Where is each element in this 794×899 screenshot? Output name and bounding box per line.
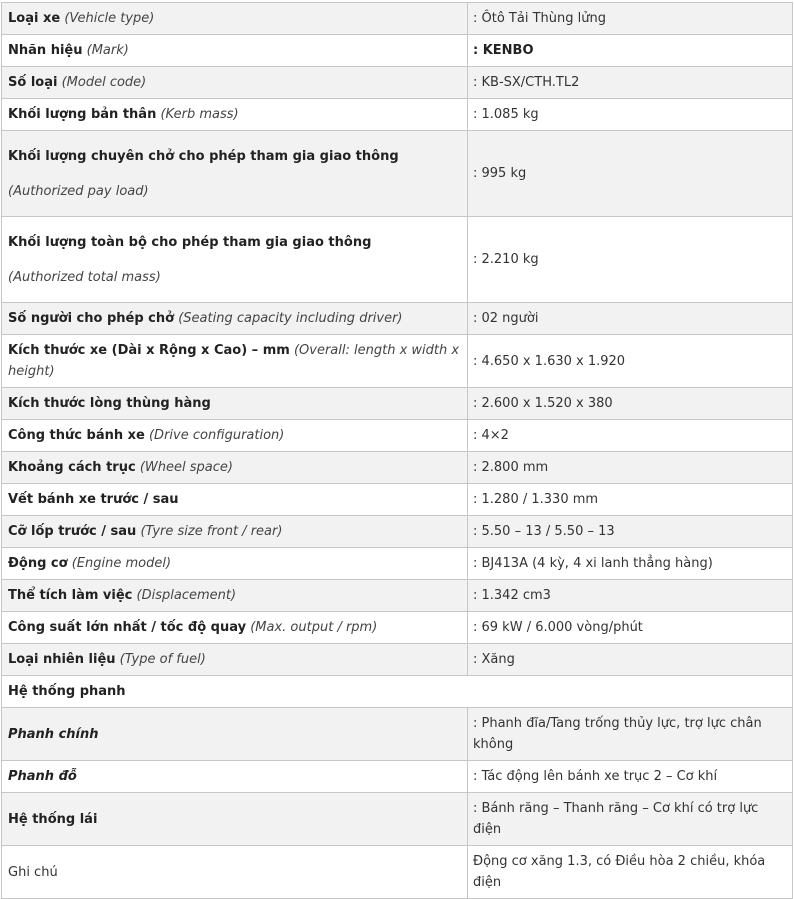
row-label: Khối lượng bản thân (Kerb mass) <box>2 99 468 131</box>
row-label: Phanh đỗ <box>2 761 468 793</box>
row-value: : 2.600 x 1.520 x 380 <box>468 388 793 420</box>
table-row <box>2 3 793 35</box>
row-label: Khoảng cách trục (Wheel space) <box>2 452 468 484</box>
row-value: : 69 kW / 6.000 vòng/phút <box>468 612 793 644</box>
table-row <box>2 67 793 99</box>
row-label: Kích thước xe (Dài x Rộng x Cao) – mm (Overall: length x width x height) <box>2 335 468 388</box>
row-value: : 995 kg <box>468 131 793 217</box>
row-label: Hệ thống lái <box>2 793 468 846</box>
table-row <box>2 303 793 335</box>
row-value: : Tác động lên bánh xe trục 2 – Cơ khí <box>468 761 793 793</box>
row-value: : 4×2 <box>468 420 793 452</box>
row-value: : Ôtô Tải Thùng lửng <box>468 3 793 35</box>
row-value: : 1.280 / 1.330 mm <box>468 484 793 516</box>
row-label: Động cơ (Engine model) <box>2 548 468 580</box>
section-heading: Hệ thống phanh <box>2 676 793 708</box>
row-value: : Bánh răng – Thanh răng – Cơ khí có trợ lực điện <box>468 793 793 846</box>
table-row <box>2 846 793 899</box>
section-row <box>2 676 793 708</box>
table-row <box>2 708 793 761</box>
row-value: : KB-SX/CTH.TL2 <box>468 67 793 99</box>
table-row <box>2 761 793 793</box>
row-value: : 1.085 kg <box>468 99 793 131</box>
row-value: : 2.800 mm <box>468 452 793 484</box>
row-label: Số người cho phép chở (Seating capacity including driver) <box>2 303 468 335</box>
row-label: Ghi chú <box>2 846 468 899</box>
table-row <box>2 452 793 484</box>
table-row <box>2 516 793 548</box>
table-row <box>2 99 793 131</box>
table-row <box>2 335 793 388</box>
row-label: Nhãn hiệu (Mark) <box>2 35 468 67</box>
table-row <box>2 793 793 846</box>
row-label: Cỡ lốp trước / sau (Tyre size front / rear) <box>2 516 468 548</box>
row-label: Khối lượng chuyên chở cho phép tham gia giao thông (Authorized pay load) <box>2 131 468 217</box>
row-label: Công thức bánh xe (Drive configuration) <box>2 420 468 452</box>
row-value: : 1.342 cm3 <box>468 580 793 612</box>
table-row <box>2 35 793 67</box>
row-label: Công suất lớn nhất / tốc độ quay (Max. output / rpm) <box>2 612 468 644</box>
table-row <box>2 580 793 612</box>
table-row <box>2 644 793 676</box>
table-row <box>2 388 793 420</box>
row-label: Phanh chính <box>2 708 468 761</box>
table-row <box>2 131 793 217</box>
row-label: Kích thước lòng thùng hàng <box>2 388 468 420</box>
row-value: : BJ413A (4 kỳ, 4 xi lanh thẳng hàng) <box>468 548 793 580</box>
row-label: Loại nhiên liệu (Type of fuel) <box>2 644 468 676</box>
row-value: : KENBO <box>468 35 793 67</box>
row-value: : 4.650 x 1.630 x 1.920 <box>468 335 793 388</box>
row-value: : 02 người <box>468 303 793 335</box>
table-row <box>2 217 793 303</box>
spec-table <box>1 2 793 899</box>
table-row <box>2 420 793 452</box>
row-label: Khối lượng toàn bộ cho phép tham gia giao thông (Authorized total mass) <box>2 217 468 303</box>
row-value: : 5.50 – 13 / 5.50 – 13 <box>468 516 793 548</box>
table-row <box>2 484 793 516</box>
row-value: : 2.210 kg <box>468 217 793 303</box>
row-label: Thể tích làm việc (Displacement) <box>2 580 468 612</box>
row-value: Động cơ xăng 1.3, có Điều hòa 2 chiều, khóa điện <box>468 846 793 899</box>
table-row <box>2 612 793 644</box>
row-label: Vết bánh xe trước / sau <box>2 484 468 516</box>
row-label: Số loại (Model code) <box>2 67 468 99</box>
table-row <box>2 548 793 580</box>
row-value: : Xăng <box>468 644 793 676</box>
row-label: Loại xe (Vehicle type) <box>2 3 468 35</box>
row-value: : Phanh đĩa/Tang trống thủy lực, trợ lực chân không <box>468 708 793 761</box>
